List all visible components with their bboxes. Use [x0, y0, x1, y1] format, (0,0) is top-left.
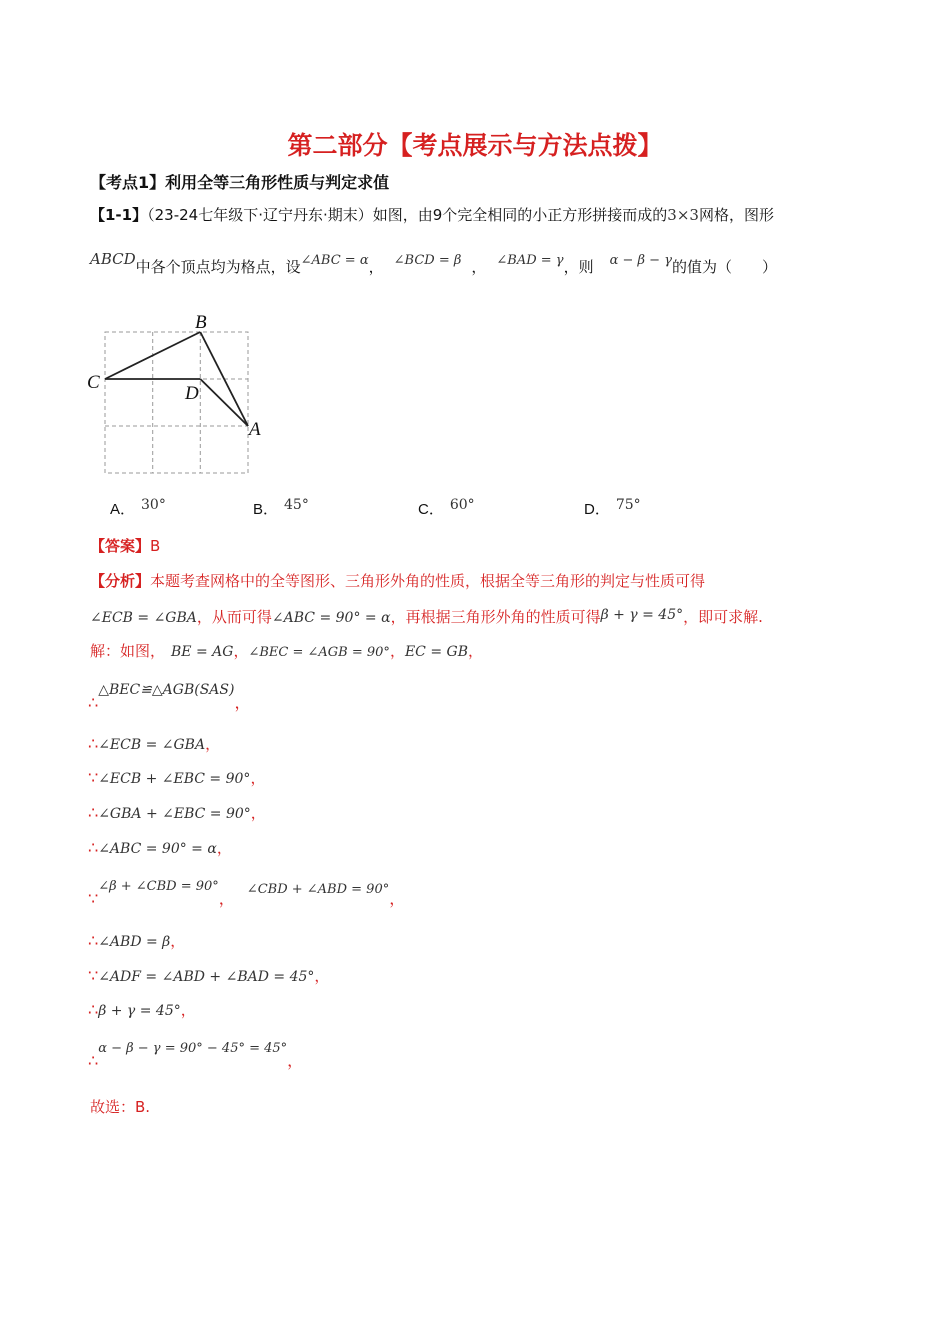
sep-2: ，: [471, 258, 487, 276]
answer-line: [90, 535, 160, 556]
step-8-symbol: ∴: [88, 1000, 99, 1019]
step-5-end-2: ，: [389, 889, 406, 908]
option-c-letter: C．: [418, 501, 444, 518]
section-heading: 【考点1】利用全等三角形性质与判定求值: [90, 173, 390, 192]
condition-bad: ∠BAD = γ: [496, 253, 564, 268]
step-7-symbol: ∵: [88, 966, 99, 985]
step-8-end: ，: [180, 1001, 196, 1019]
conclusion: 故选：B.: [90, 1098, 151, 1116]
step-1: [88, 733, 220, 754]
step-3-end: ，: [250, 804, 266, 822]
analysis-label: 【分析】: [90, 572, 151, 590]
intro-comma-1: ，: [233, 642, 249, 660]
condition-bcd: ∠BCD = β: [393, 253, 462, 268]
grid-figure: [85, 310, 270, 480]
step-1-math: ∠ECB = ∠GBA: [98, 737, 206, 753]
option-d-value: 75°: [615, 497, 641, 513]
option-b-letter: B．: [253, 501, 279, 518]
condition-abc: ∠ABC = α: [300, 253, 369, 268]
intro-comma-2: ，: [389, 642, 405, 660]
option-d-letter: D．: [584, 501, 610, 518]
option-b-value: 45°: [284, 497, 309, 513]
step-3: [88, 802, 266, 823]
step-6-end: ，: [170, 932, 186, 950]
step-6: [88, 930, 185, 951]
question-text-d: 的值为（ ）: [671, 258, 777, 276]
label-c: C: [87, 372, 100, 393]
analysis-math-1: ∠ECB = ∠GBA: [90, 610, 197, 626]
step-9-end: ，: [287, 1051, 304, 1070]
step-0-math: △BEC≌△AGB(SAS): [98, 682, 235, 698]
page-title: 第二部分【考点展示与方法点拨】: [287, 131, 663, 160]
label-a: A: [249, 419, 261, 440]
step-2: [88, 767, 265, 788]
analysis-math-2: ∠ABC = 90° = α: [271, 610, 391, 626]
step-0-end: ，: [234, 693, 251, 712]
step-5-math: ∠β + ∠CBD = 90°: [98, 879, 219, 894]
question-text-a: 如图，由9个完全相同的小正方形拼接而成的: [372, 206, 668, 224]
step-9-math: α − β − γ = 90° − 45° = 45°: [98, 1041, 288, 1056]
step-2-symbol: ∵: [88, 768, 99, 787]
label-b: B: [195, 312, 207, 333]
step-2-math: ∠ECB + ∠EBC = 90°: [98, 771, 251, 787]
step-3-math: ∠GBA + ∠EBC = 90°: [98, 806, 251, 822]
intro-math-2: ∠BEC = ∠AGB = 90°: [248, 645, 390, 660]
question-line-2: [90, 250, 777, 277]
step-7-math: ∠ADF = ∠ABD + ∠BAD = 45°: [98, 969, 315, 985]
sep-1: ，: [368, 258, 384, 276]
step-8-math: β + γ = 45°: [98, 1003, 181, 1019]
step-0-symbol: ∴: [88, 693, 99, 712]
label-d: D: [185, 383, 199, 404]
question-source: （23-24七年级下·辽宁丹东·期末）: [147, 206, 373, 224]
analysis-text-2: ，从而可得: [196, 608, 272, 626]
dashed-grid: [105, 332, 248, 473]
step-4-math: ∠ABC = 90° = α: [98, 841, 217, 857]
option-c-value: 60°: [449, 497, 475, 513]
sep-3: ，则: [563, 258, 594, 276]
option-b[interactable]: [253, 498, 309, 519]
analysis-text-4: ，即可求解.: [683, 608, 763, 626]
option-c[interactable]: [418, 498, 475, 519]
step-4: [88, 837, 232, 858]
solution-intro: [90, 640, 483, 661]
question-line-1: [90, 204, 774, 225]
intro-comma-3: ，: [468, 642, 484, 660]
target-expression: α − β − γ: [609, 253, 672, 268]
step-7: [88, 965, 329, 986]
step-1-symbol: ∴: [88, 734, 99, 753]
analysis-text-3: ，再根据三角形外角的性质可得: [390, 608, 601, 626]
step-5-end: ，: [218, 889, 235, 908]
step-5: [88, 872, 406, 908]
intro-math-3: EC = GB: [404, 644, 468, 660]
analysis-line-2: [90, 606, 763, 627]
question-tag: 【1-1】: [90, 206, 148, 224]
step-2-end: ，: [250, 769, 266, 787]
step-4-end: ，: [216, 839, 232, 857]
step-5-math-2: ∠CBD + ∠ABD = 90°: [246, 882, 390, 897]
intro-math-1: BE = AG: [171, 644, 234, 660]
step-6-symbol: ∴: [88, 931, 99, 950]
option-a-value: 30°: [141, 497, 166, 513]
shape-name: ABCD: [90, 250, 136, 268]
option-a-letter: A．: [110, 501, 136, 518]
grid-size: 3×3: [667, 206, 699, 224]
option-a[interactable]: [110, 498, 166, 519]
answer-value: B: [150, 537, 161, 555]
step-1-end: ，: [205, 735, 221, 753]
step-8: [88, 999, 196, 1020]
question-text-b: 网格，图形: [698, 206, 774, 224]
option-d[interactable]: [584, 498, 641, 519]
analysis-line-1: [90, 570, 705, 591]
question-text-c: 中各个顶点均为格点，设: [135, 258, 301, 276]
step-4-symbol: ∴: [88, 838, 99, 857]
step-congruence: [88, 676, 251, 712]
analysis-math-3: β + γ = 45°: [600, 607, 684, 623]
step-7-end: ，: [314, 967, 330, 985]
step-6-math: ∠ABD = β: [98, 934, 171, 950]
step-5-symbol: ∵: [88, 889, 99, 908]
step-9-symbol: ∴: [88, 1051, 99, 1070]
answer-label: 【答案】: [90, 537, 151, 555]
analysis-text-1: 本题考查网格中的全等图形、三角形外角的性质，根据全等三角形的判定与性质可得: [150, 572, 706, 590]
solution-intro-text: 解：如图，: [90, 642, 166, 660]
step-3-symbol: ∴: [88, 803, 99, 822]
step-9: [88, 1034, 304, 1070]
